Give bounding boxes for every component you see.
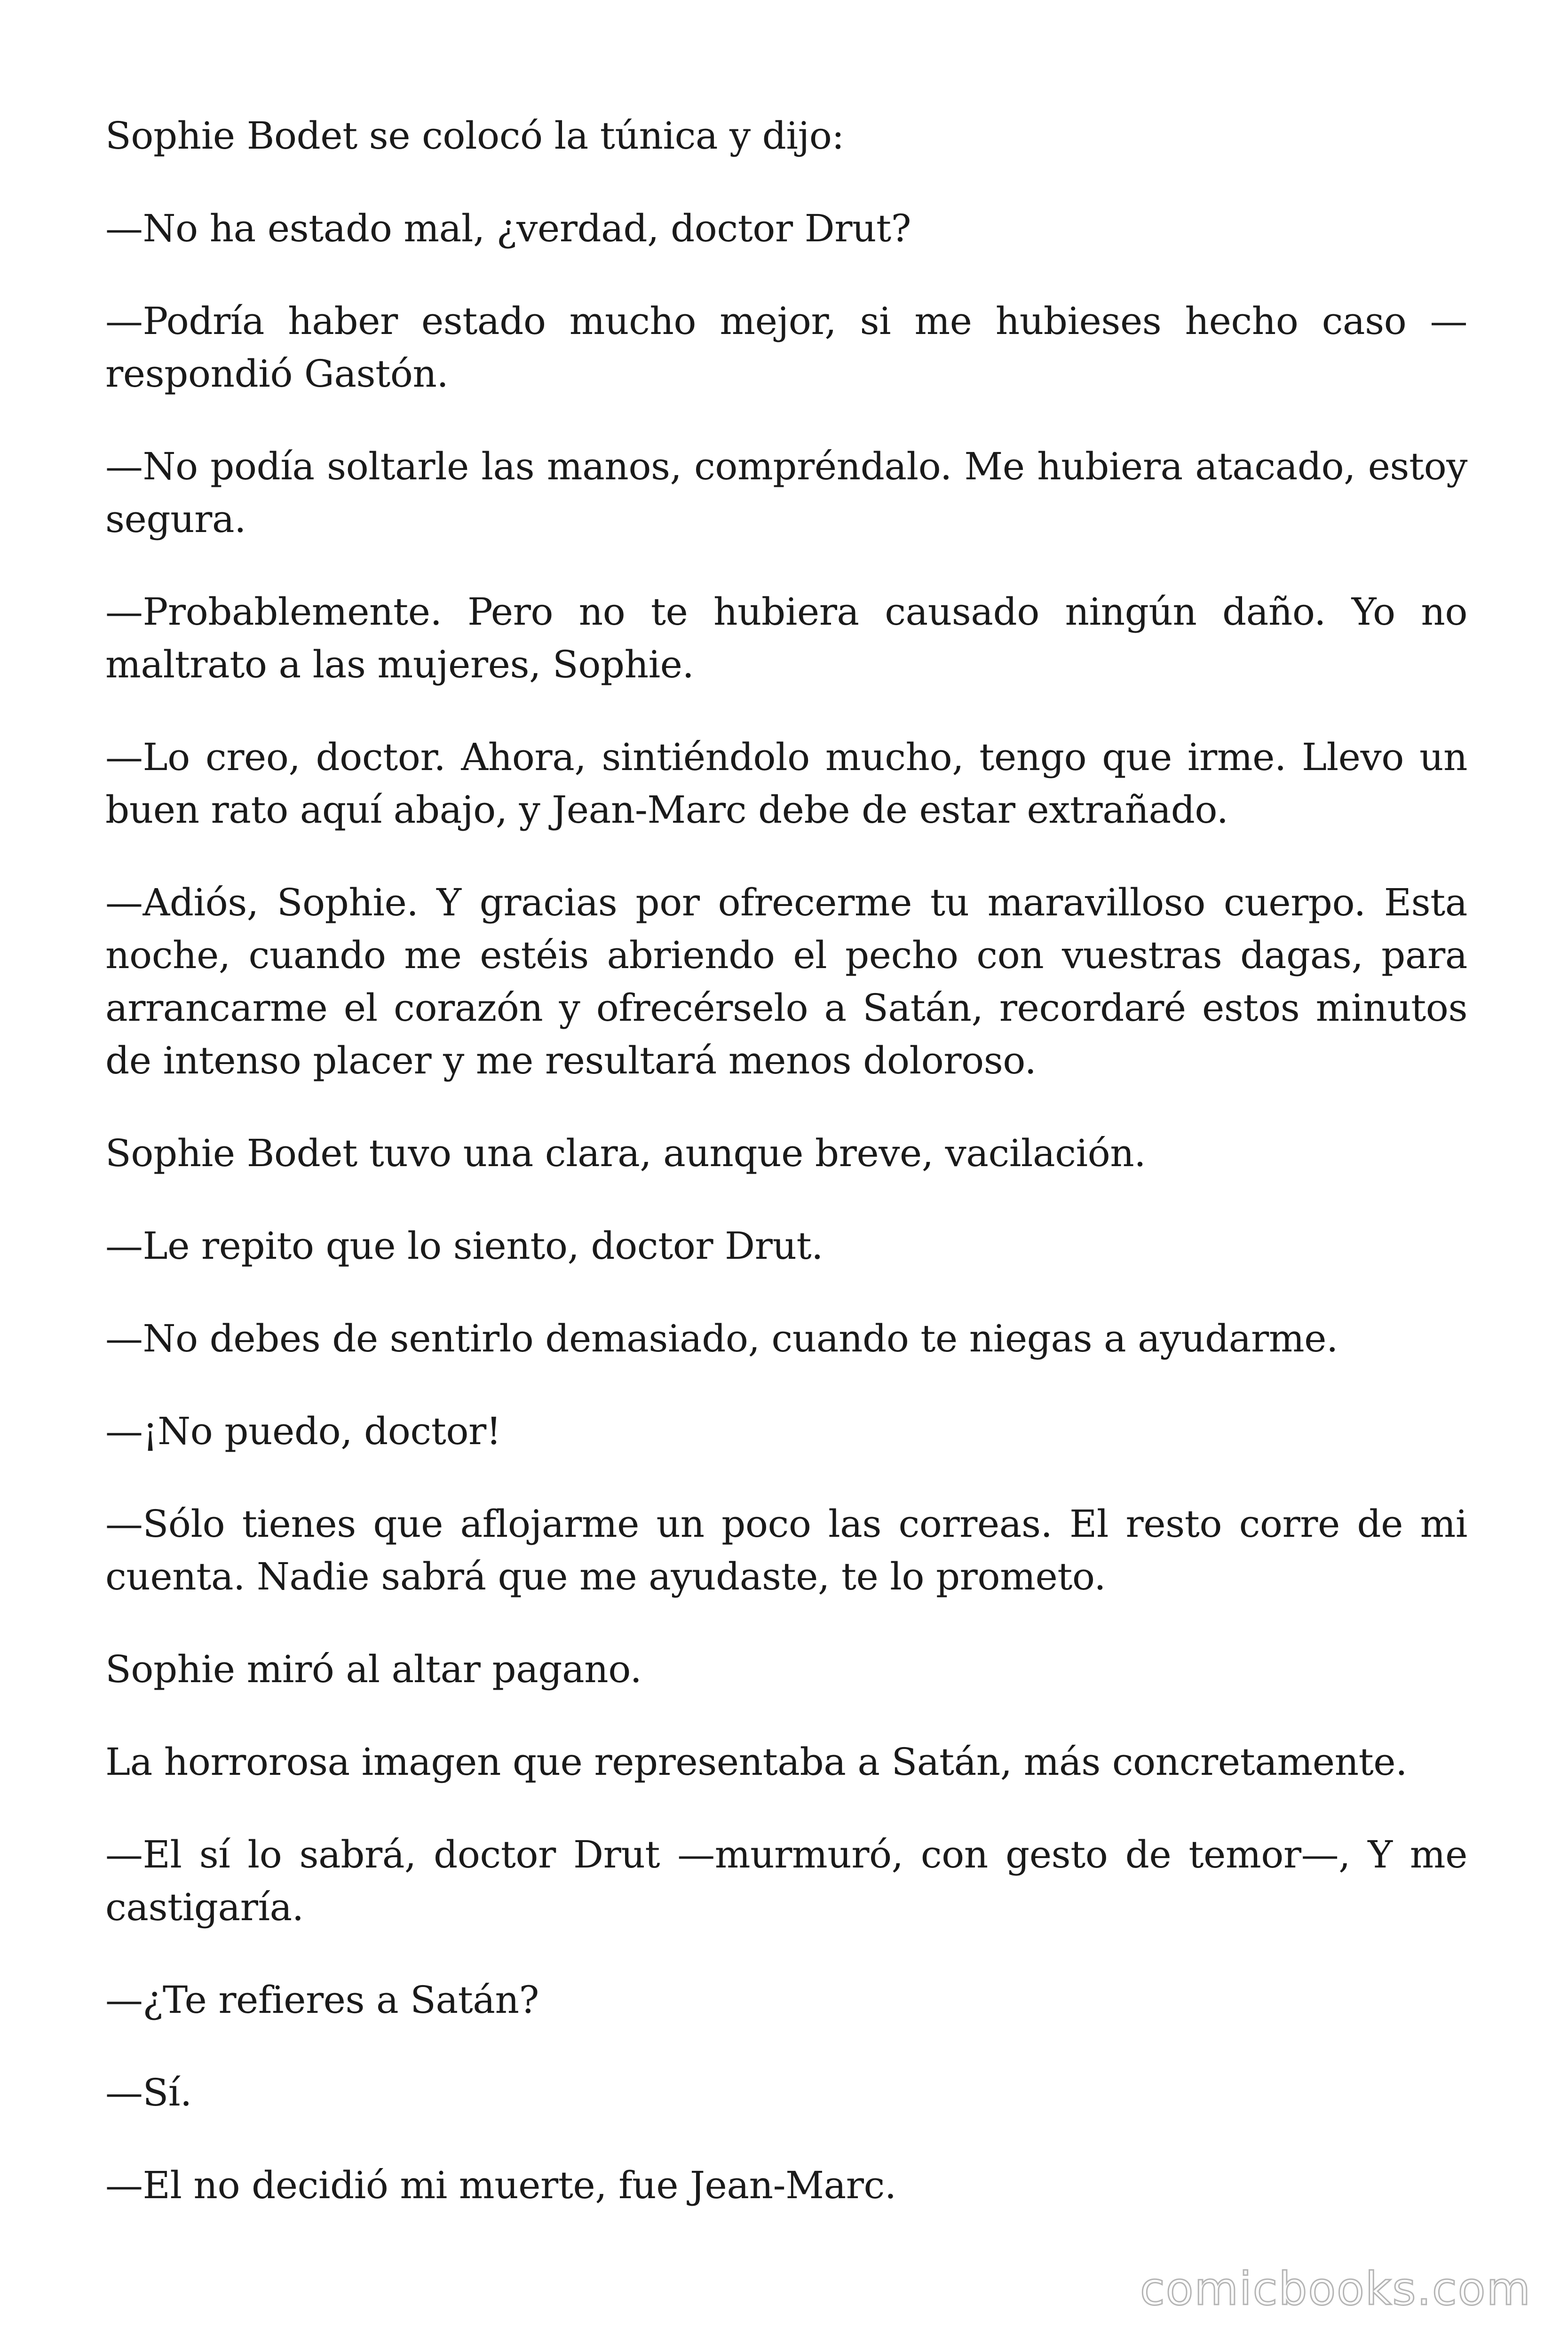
paragraph: —Sólo tienes que aflojarme un poco las correas. El resto corre de mi cuenta. Nadie sabrá que me ayudaste, te lo prometo. <box>105 1502 1467 1598</box>
paragraph: —No ha estado mal, ¿verdad, doctor Drut? <box>105 207 911 250</box>
book-page-text <box>105 110 1467 2252</box>
paragraph: —¡No puedo, doctor! <box>105 1409 501 1453</box>
paragraph: Sophie Bodet tuvo una clara, aunque breve, vacilación. <box>105 1131 1146 1175</box>
paragraph: —Sí. <box>105 2071 192 2114</box>
paragraph: —¿Te refieres a Satán? <box>105 1978 539 2022</box>
paragraph: Sophie miró al altar pagano. <box>105 1647 642 1691</box>
paragraph: Sophie Bodet se colocó la túnica y dijo: <box>105 114 844 158</box>
paragraph: —Adiós, Sophie. Y gracias por ofrecerme tu maravilloso cuerpo. Esta noche, cuando me estéis abriendo el pecho con vuestras dagas, para arrancarme el corazón y ofrecérselo a Satán, recordaré estos minutos de intenso placer y me resultará menos doloroso. <box>105 881 1467 1082</box>
paragraph: —El no decidió mi muerte, fue Jean-Marc. <box>105 2163 896 2207</box>
paragraph: La horrorosa imagen que representaba a Satán, más concretamente. <box>105 1740 1408 1784</box>
watermark-logo: comicbooks.com <box>1140 2263 1531 2315</box>
paragraph: —Lo creo, doctor. Ahora, sintiéndolo mucho, tengo que irme. Llevo un buen rato aquí abajo, y Jean-Marc debe de estar extrañado. <box>105 735 1467 832</box>
paragraph: —No debes de sentirlo demasiado, cuando te niegas a ayudarme. <box>105 1317 1338 1360</box>
paragraph: —No podía soltarle las manos, compréndalo. Me hubiera atacado, estoy segura. <box>105 445 1467 541</box>
paragraph: —Podría haber estado mucho mejor, si me hubieses hecho caso —respondió Gastón. <box>105 299 1467 396</box>
paragraph: —Probablemente. Pero no te hubiera causado ningún daño. Yo no maltrato a las mujeres, Sophie. <box>105 590 1467 686</box>
paragraph: —El sí lo sabrá, doctor Drut —murmuró, con gesto de temor—, Y me castigaría. <box>105 1833 1467 1929</box>
paragraph: —Le repito que lo siento, doctor Drut. <box>105 1224 824 1268</box>
